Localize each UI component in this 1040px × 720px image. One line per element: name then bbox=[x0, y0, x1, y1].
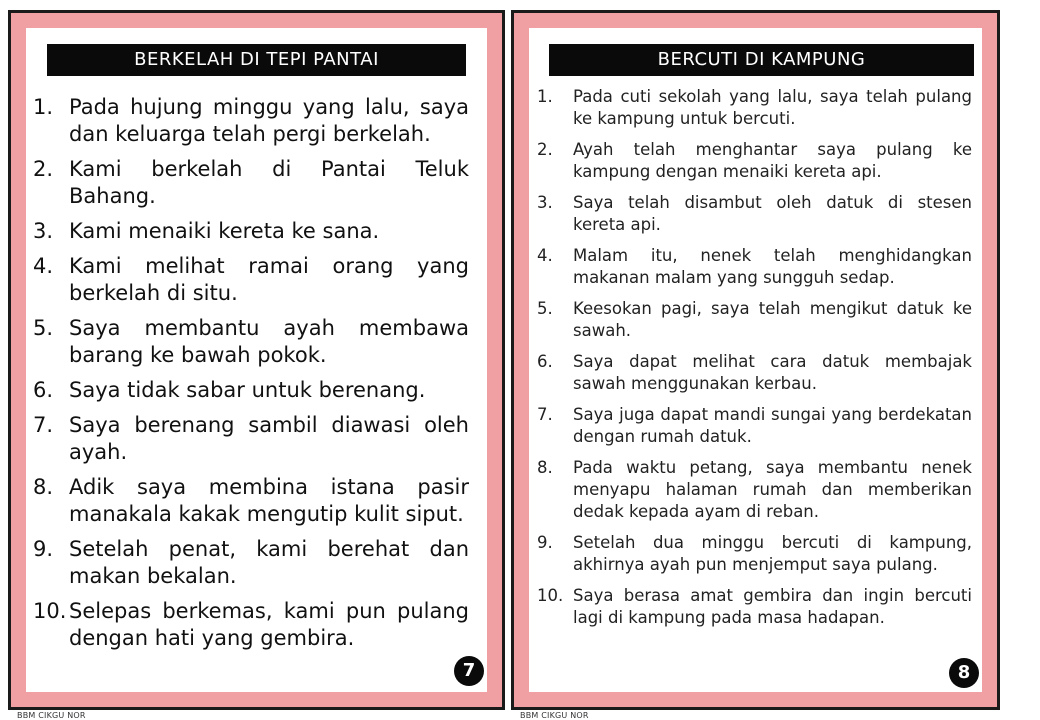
item-text: Saya dapat melihat cara datuk membajak sawah menggunakan kerbau. bbox=[573, 352, 972, 393]
list-item bbox=[33, 94, 469, 148]
list-item bbox=[537, 139, 972, 183]
item-text: Setelah dua minggu bercuti di kampung, akhirnya ayah pun menjemput saya pulang. bbox=[573, 533, 972, 574]
item-number: 9. bbox=[33, 537, 54, 561]
item-number: 10. bbox=[537, 586, 564, 605]
list-item bbox=[33, 474, 469, 528]
story-card-berkelah bbox=[8, 10, 505, 720]
item-text: Pada hujung minggu yang lalu, saya dan keluarga telah pergi berkelah. bbox=[69, 95, 469, 146]
card-title: BERKELAH DI TEPI PANTAI bbox=[47, 44, 466, 76]
list-item bbox=[33, 412, 469, 466]
item-text: Saya telah disambut oleh datuk di stesen kereta api. bbox=[573, 193, 972, 234]
item-text: Kami berkelah di Pantai Teluk Bahang. bbox=[69, 157, 469, 208]
item-number: 4. bbox=[33, 254, 54, 278]
item-text: Saya tidak sabar untuk berenang. bbox=[69, 378, 426, 402]
item-text: Malam itu, nenek telah menghidangkan makanan malam yang sungguh sedap. bbox=[573, 246, 972, 287]
item-text: Ayah telah menghantar saya pulang ke kampung dengan menaiki kereta api. bbox=[573, 140, 972, 181]
story-card-bercuti bbox=[511, 10, 1000, 720]
page-number-badge: 7 bbox=[454, 656, 484, 686]
item-text: Pada cuti sekolah yang lalu, saya telah pulang ke kampung untuk bercuti. bbox=[573, 87, 972, 128]
sentence-list bbox=[33, 94, 469, 660]
list-item bbox=[33, 598, 469, 652]
item-number: 5. bbox=[537, 299, 553, 318]
list-item bbox=[537, 457, 972, 523]
item-number: 10. bbox=[33, 599, 67, 623]
item-text: Saya juga dapat mandi sungai yang berdekatan dengan rumah datuk. bbox=[573, 405, 972, 446]
item-number: 8. bbox=[33, 475, 54, 499]
credit-label: BBM CIKGU NOR bbox=[520, 711, 589, 720]
item-number: 4. bbox=[537, 246, 553, 265]
item-number: 7. bbox=[33, 413, 54, 437]
card-title: BERCUTI DI KAMPUNG bbox=[549, 44, 974, 76]
list-item bbox=[537, 86, 972, 130]
list-item bbox=[33, 156, 469, 210]
item-number: 6. bbox=[537, 352, 553, 371]
item-number: 5. bbox=[33, 316, 54, 340]
item-text: Kami menaiki kereta ke sana. bbox=[69, 219, 380, 243]
item-text: Saya berenang sambil diawasi oleh ayah. bbox=[69, 413, 469, 464]
item-text: Adik saya membina istana pasir manakala kakak mengutip kulit siput. bbox=[69, 475, 469, 526]
list-item bbox=[33, 218, 469, 245]
item-number: 3. bbox=[33, 219, 54, 243]
list-item bbox=[33, 253, 469, 307]
item-number: 8. bbox=[537, 458, 553, 477]
item-number: 9. bbox=[537, 533, 553, 552]
list-item bbox=[537, 351, 972, 395]
list-item bbox=[33, 315, 469, 369]
card-inner bbox=[529, 28, 982, 692]
item-text: Kami melihat ramai orang yang berkelah di situ. bbox=[69, 254, 469, 305]
page-number-badge: 8 bbox=[949, 658, 979, 688]
item-number: 3. bbox=[537, 193, 553, 212]
list-item bbox=[33, 536, 469, 590]
list-item bbox=[537, 585, 972, 629]
item-number: 7. bbox=[537, 405, 553, 424]
item-text: Keesokan pagi, saya telah mengikut datuk ke sawah. bbox=[573, 299, 972, 340]
item-text: Setelah penat, kami berehat dan makan bekalan. bbox=[69, 537, 469, 588]
list-item bbox=[537, 298, 972, 342]
card-inner bbox=[26, 28, 487, 692]
list-item bbox=[33, 377, 469, 404]
list-item bbox=[537, 192, 972, 236]
item-number: 1. bbox=[537, 87, 553, 106]
list-item bbox=[537, 245, 972, 289]
item-text: Saya membantu ayah membawa barang ke bawah pokok. bbox=[69, 316, 469, 367]
item-text: Selepas berkemas, kami pun pulang dengan hati yang gembira. bbox=[69, 599, 469, 650]
item-number: 6. bbox=[33, 378, 54, 402]
credit-label: BBM CIKGU NOR bbox=[17, 711, 86, 720]
item-number: 2. bbox=[33, 157, 54, 181]
sentence-list bbox=[537, 86, 972, 638]
item-number: 1. bbox=[33, 95, 54, 119]
item-text: Saya berasa amat gembira dan ingin bercuti lagi di kampung pada masa hadapan. bbox=[573, 586, 972, 627]
item-number: 2. bbox=[537, 140, 553, 159]
list-item bbox=[537, 532, 972, 576]
item-text: Pada waktu petang, saya membantu nenek menyapu halaman rumah dan memberikan dedak kepada ayam di reban. bbox=[573, 458, 972, 521]
list-item bbox=[537, 404, 972, 448]
